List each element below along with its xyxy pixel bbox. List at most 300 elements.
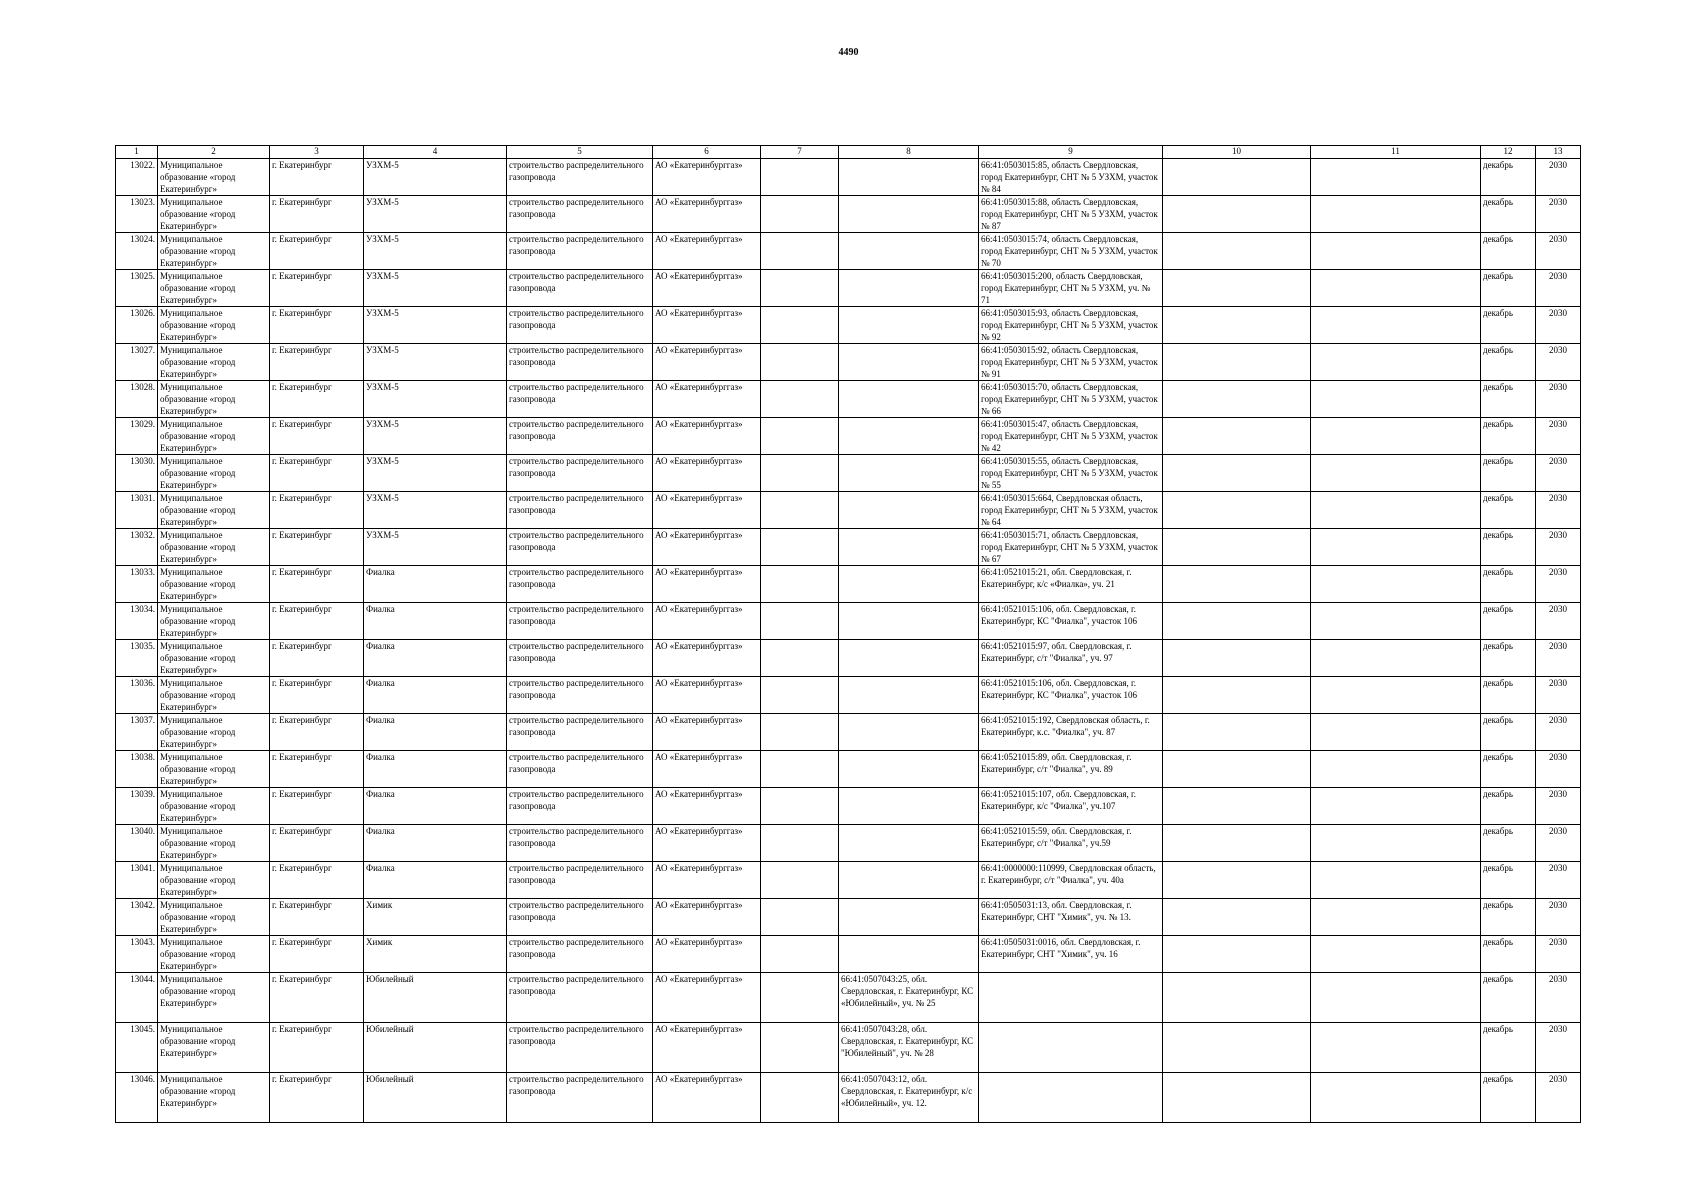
- object-name: УЗХМ-5: [364, 529, 507, 566]
- month: декабрь: [1481, 1073, 1536, 1123]
- cadastral-col-8: [839, 492, 979, 529]
- row-number: 13038.: [116, 751, 158, 788]
- row-number: 13025.: [116, 270, 158, 307]
- col-7: [761, 233, 839, 270]
- organization: АО «Екатеринбурггаз»: [653, 603, 761, 640]
- city: г. Екатеринбург: [270, 492, 364, 529]
- organization: АО «Екатеринбурггаз»: [653, 381, 761, 418]
- city: г. Екатеринбург: [270, 677, 364, 714]
- col-7: [761, 196, 839, 233]
- table-row: [116, 196, 1581, 233]
- month: декабрь: [1481, 344, 1536, 381]
- work-type: строительство распределительного газопровода: [507, 899, 653, 936]
- municipality: Муниципальное образование «город Екатеринбург»: [158, 936, 270, 973]
- organization: АО «Екатеринбурггаз»: [653, 233, 761, 270]
- cadastral-col-9: 66:41:0503015:74, область Свердловская, город Екатеринбург, СНТ № 5 УЗХМ, участок № 70: [979, 233, 1163, 270]
- municipality: Муниципальное образование «город Екатеринбург»: [158, 418, 270, 455]
- row-number: 13024.: [116, 233, 158, 270]
- municipality: Муниципальное образование «город Екатеринбург»: [158, 973, 270, 1023]
- cadastral-col-9: 66:41:0503015:47, область Свердловская, город Екатеринбург, СНТ № 5 УЗХМ, участок № 42: [979, 418, 1163, 455]
- municipality: Муниципальное образование «город Екатеринбург»: [158, 381, 270, 418]
- row-number: 13042.: [116, 899, 158, 936]
- col-10: [1163, 899, 1311, 936]
- city: г. Екатеринбург: [270, 455, 364, 492]
- table-row: [116, 344, 1581, 381]
- row-number: 13029.: [116, 418, 158, 455]
- organization: АО «Екатеринбурггаз»: [653, 862, 761, 899]
- col-10: [1163, 936, 1311, 973]
- year: 2030: [1536, 381, 1581, 418]
- cadastral-col-8: 66:41:0507043:12, обл. Свердловская, г. Екатеринбург, к/с «Юбилейный», уч. 12.: [839, 1073, 979, 1123]
- work-type: строительство распределительного газопровода: [507, 936, 653, 973]
- month: декабрь: [1481, 196, 1536, 233]
- col-10: [1163, 233, 1311, 270]
- col-10: [1163, 603, 1311, 640]
- row-number: 13030.: [116, 455, 158, 492]
- column-header: 13: [1536, 146, 1581, 159]
- year: 2030: [1536, 307, 1581, 344]
- month: декабрь: [1481, 270, 1536, 307]
- organization: АО «Екатеринбурггаз»: [653, 159, 761, 196]
- col-7: [761, 529, 839, 566]
- col-7: [761, 640, 839, 677]
- month: декабрь: [1481, 307, 1536, 344]
- object-name: Фиалка: [364, 603, 507, 640]
- cadastral-col-8: [839, 455, 979, 492]
- object-name: Юбилейный: [364, 1073, 507, 1123]
- month: декабрь: [1481, 566, 1536, 603]
- cadastral-col-9: [979, 973, 1163, 1023]
- city: г. Екатеринбург: [270, 159, 364, 196]
- row-number: 13045.: [116, 1023, 158, 1073]
- object-name: УЗХМ-5: [364, 196, 507, 233]
- column-header: 2: [158, 146, 270, 159]
- object-name: Юбилейный: [364, 973, 507, 1023]
- object-name: Юбилейный: [364, 1023, 507, 1073]
- col-7: [761, 788, 839, 825]
- year: 2030: [1536, 418, 1581, 455]
- city: г. Екатеринбург: [270, 233, 364, 270]
- cadastral-col-9: 66:41:0503015:70, область Свердловская, город Екатеринбург, СНТ № 5 УЗХМ, участок № 66: [979, 381, 1163, 418]
- organization: АО «Екатеринбурггаз»: [653, 714, 761, 751]
- cadastral-col-8: [839, 936, 979, 973]
- row-number: 13043.: [116, 936, 158, 973]
- table-row: [116, 899, 1581, 936]
- col-11: [1311, 159, 1481, 196]
- table-row: [116, 751, 1581, 788]
- cadastral-col-8: [839, 344, 979, 381]
- municipality: Муниципальное образование «город Екатеринбург»: [158, 788, 270, 825]
- col-11: [1311, 381, 1481, 418]
- month: декабрь: [1481, 751, 1536, 788]
- row-number: 13027.: [116, 344, 158, 381]
- work-type: строительство распределительного газопровода: [507, 714, 653, 751]
- object-name: Химик: [364, 936, 507, 973]
- municipality: Муниципальное образование «город Екатеринбург»: [158, 270, 270, 307]
- column-header: 9: [979, 146, 1163, 159]
- city: г. Екатеринбург: [270, 973, 364, 1023]
- object-name: Фиалка: [364, 714, 507, 751]
- row-number: 13034.: [116, 603, 158, 640]
- row-number: 13028.: [116, 381, 158, 418]
- municipality: Муниципальное образование «город Екатеринбург»: [158, 455, 270, 492]
- work-type: строительство распределительного газопровода: [507, 344, 653, 381]
- year: 2030: [1536, 714, 1581, 751]
- col-10: [1163, 307, 1311, 344]
- month: декабрь: [1481, 640, 1536, 677]
- cadastral-col-8: [839, 714, 979, 751]
- col-7: [761, 973, 839, 1023]
- month: декабрь: [1481, 455, 1536, 492]
- col-11: [1311, 529, 1481, 566]
- organization: АО «Екатеринбурггаз»: [653, 936, 761, 973]
- city: г. Екатеринбург: [270, 825, 364, 862]
- work-type: строительство распределительного газопровода: [507, 640, 653, 677]
- object-name: УЗХМ-5: [364, 381, 507, 418]
- work-type: строительство распределительного газопровода: [507, 566, 653, 603]
- month: декабрь: [1481, 159, 1536, 196]
- table-row: [116, 270, 1581, 307]
- work-type: строительство распределительного газопровода: [507, 973, 653, 1023]
- col-10: [1163, 640, 1311, 677]
- year: 2030: [1536, 159, 1581, 196]
- municipality: Муниципальное образование «город Екатеринбург»: [158, 196, 270, 233]
- city: г. Екатеринбург: [270, 862, 364, 899]
- object-name: Фиалка: [364, 566, 507, 603]
- cadastral-col-9: 66:41:0000000:110999, Свердловская область, г. Екатеринбург, с/т "Фиалка", уч. 40а: [979, 862, 1163, 899]
- month: декабрь: [1481, 788, 1536, 825]
- cadastral-col-9: 66:41:0503015:93, область Свердловская, город Екатеринбург, СНТ № 5 УЗХМ, участок № 92: [979, 307, 1163, 344]
- object-name: УЗХМ-5: [364, 455, 507, 492]
- col-11: [1311, 751, 1481, 788]
- column-header: 11: [1311, 146, 1481, 159]
- year: 2030: [1536, 936, 1581, 973]
- cadastral-col-9: 66:41:0521015:21, обл. Свердловская, г. Екатеринбург, к/с «Фиалка», уч. 21: [979, 566, 1163, 603]
- cadastral-col-8: [839, 825, 979, 862]
- col-7: [761, 1073, 839, 1123]
- work-type: строительство распределительного газопровода: [507, 603, 653, 640]
- col-7: [761, 714, 839, 751]
- month: декабрь: [1481, 233, 1536, 270]
- year: 2030: [1536, 196, 1581, 233]
- table-row: [116, 233, 1581, 270]
- col-7: [761, 862, 839, 899]
- col-11: [1311, 640, 1481, 677]
- object-name: УЗХМ-5: [364, 492, 507, 529]
- row-number: 13033.: [116, 566, 158, 603]
- organization: АО «Екатеринбурггаз»: [653, 270, 761, 307]
- city: г. Екатеринбург: [270, 640, 364, 677]
- work-type: строительство распределительного газопровода: [507, 270, 653, 307]
- row-number: 13035.: [116, 640, 158, 677]
- col-11: [1311, 344, 1481, 381]
- col-7: [761, 344, 839, 381]
- col-7: [761, 566, 839, 603]
- col-11: [1311, 973, 1481, 1023]
- cadastral-col-9: 66:41:0521015:107, обл. Свердловская, г. Екатеринбург, к/с "Фиалка", уч.107: [979, 788, 1163, 825]
- col-10: [1163, 788, 1311, 825]
- col-11: [1311, 788, 1481, 825]
- year: 2030: [1536, 788, 1581, 825]
- cadastral-col-9: 66:41:0521015:59, обл. Свердловская, г. Екатеринбург, с/т "Фиалка", уч.59: [979, 825, 1163, 862]
- column-header: 10: [1163, 146, 1311, 159]
- col-10: [1163, 455, 1311, 492]
- table-row: [116, 418, 1581, 455]
- organization: АО «Екатеринбурггаз»: [653, 751, 761, 788]
- municipality: Муниципальное образование «город Екатеринбург»: [158, 307, 270, 344]
- object-name: Химик: [364, 899, 507, 936]
- col-11: [1311, 603, 1481, 640]
- table-row: [116, 825, 1581, 862]
- municipality: Муниципальное образование «город Екатеринбург»: [158, 603, 270, 640]
- object-name: Фиалка: [364, 640, 507, 677]
- organization: АО «Екатеринбурггаз»: [653, 825, 761, 862]
- work-type: строительство распределительного газопровода: [507, 788, 653, 825]
- cadastral-col-8: [839, 270, 979, 307]
- object-name: УЗХМ-5: [364, 159, 507, 196]
- col-10: [1163, 418, 1311, 455]
- column-header: 1: [116, 146, 158, 159]
- object-name: УЗХМ-5: [364, 307, 507, 344]
- city: г. Екатеринбург: [270, 714, 364, 751]
- table-body: [116, 159, 1581, 1123]
- year: 2030: [1536, 1023, 1581, 1073]
- month: декабрь: [1481, 381, 1536, 418]
- cadastral-col-9: 66:41:0521015:106, обл. Свердловская, г. Екатеринбург, КС "Фиалка", участок 106: [979, 677, 1163, 714]
- cadastral-col-8: [839, 159, 979, 196]
- col-10: [1163, 529, 1311, 566]
- cadastral-col-9: 66:41:0503015:71, область Свердловская, город Екатеринбург, СНТ № 5 УЗХМ, участок № 67: [979, 529, 1163, 566]
- work-type: строительство распределительного газопровода: [507, 455, 653, 492]
- cadastral-col-9: 66:41:0505031:13, обл. Свердловская, г. Екатеринбург, СНТ "Химик", уч. № 13.: [979, 899, 1163, 936]
- year: 2030: [1536, 862, 1581, 899]
- municipality: Муниципальное образование «город Екатеринбург»: [158, 751, 270, 788]
- col-11: [1311, 418, 1481, 455]
- cadastral-col-9: 66:41:0503015:55, область Свердловская, город Екатеринбург, СНТ № 5 УЗХМ, участок № 55: [979, 455, 1163, 492]
- municipality: Муниципальное образование «город Екатеринбург»: [158, 233, 270, 270]
- city: г. Екатеринбург: [270, 270, 364, 307]
- table-row: [116, 677, 1581, 714]
- cadastral-col-8: 66:41:0507043:25, обл. Свердловская, г. Екатеринбург, КС «Юбилейный», уч. № 25: [839, 973, 979, 1023]
- organization: АО «Екатеринбурггаз»: [653, 529, 761, 566]
- col-10: [1163, 270, 1311, 307]
- city: г. Екатеринбург: [270, 196, 364, 233]
- year: 2030: [1536, 751, 1581, 788]
- year: 2030: [1536, 825, 1581, 862]
- col-11: [1311, 936, 1481, 973]
- city: г. Екатеринбург: [270, 788, 364, 825]
- year: 2030: [1536, 270, 1581, 307]
- col-7: [761, 270, 839, 307]
- col-10: [1163, 492, 1311, 529]
- cadastral-col-9: 66:41:0505031:0016, обл. Свердловская, г. Екатеринбург, СНТ "Химик", уч. 16: [979, 936, 1163, 973]
- work-type: строительство распределительного газопровода: [507, 381, 653, 418]
- work-type: строительство распределительного газопровода: [507, 233, 653, 270]
- object-name: Фиалка: [364, 788, 507, 825]
- month: декабрь: [1481, 529, 1536, 566]
- work-type: строительство распределительного газопровода: [507, 677, 653, 714]
- cadastral-col-9: 66:41:0503015:664, Свердловская область, город Екатеринбург, СНТ № 5 УЗХМ, участок № 64: [979, 492, 1163, 529]
- year: 2030: [1536, 566, 1581, 603]
- work-type: строительство распределительного газопровода: [507, 1023, 653, 1073]
- col-7: [761, 455, 839, 492]
- organization: АО «Екатеринбурггаз»: [653, 307, 761, 344]
- municipality: Муниципальное образование «город Екатеринбург»: [158, 566, 270, 603]
- organization: АО «Екатеринбурггаз»: [653, 640, 761, 677]
- row-number: 13040.: [116, 825, 158, 862]
- organization: АО «Екатеринбурггаз»: [653, 973, 761, 1023]
- row-number: 13036.: [116, 677, 158, 714]
- col-7: [761, 603, 839, 640]
- col-7: [761, 677, 839, 714]
- cadastral-col-9: 66:41:0521015:106, обл. Свердловская, г. Екатеринбург, КС "Фиалка", участок 106: [979, 603, 1163, 640]
- cadastral-col-8: [839, 307, 979, 344]
- cadastral-col-8: [839, 196, 979, 233]
- city: г. Екатеринбург: [270, 344, 364, 381]
- col-10: [1163, 566, 1311, 603]
- work-type: строительство распределительного газопровода: [507, 825, 653, 862]
- table-row: [116, 603, 1581, 640]
- cadastral-col-8: 66:41:0507043:28, обл. Свердловская, г. Екатеринбург, КС "Юбилейный", уч. № 28: [839, 1023, 979, 1073]
- col-10: [1163, 344, 1311, 381]
- municipality: Муниципальное образование «город Екатеринбург»: [158, 159, 270, 196]
- table-row: [116, 973, 1581, 1023]
- col-10: [1163, 1073, 1311, 1123]
- year: 2030: [1536, 344, 1581, 381]
- row-number: 13032.: [116, 529, 158, 566]
- month: декабрь: [1481, 418, 1536, 455]
- col-7: [761, 159, 839, 196]
- municipality: Муниципальное образование «город Екатеринбург»: [158, 1023, 270, 1073]
- year: 2030: [1536, 640, 1581, 677]
- col-7: [761, 751, 839, 788]
- column-header: 3: [270, 146, 364, 159]
- municipality: Муниципальное образование «город Екатеринбург»: [158, 677, 270, 714]
- cadastral-col-9: 66:41:0521015:97, обл. Свердловская, г. Екатеринбург, с/т "Фиалка", уч. 97: [979, 640, 1163, 677]
- row-number: 13044.: [116, 973, 158, 1023]
- column-header-row: [116, 146, 1581, 159]
- cadastral-col-9: [979, 1073, 1163, 1123]
- city: г. Екатеринбург: [270, 381, 364, 418]
- organization: АО «Екатеринбурггаз»: [653, 677, 761, 714]
- table-row: [116, 492, 1581, 529]
- organization: АО «Екатеринбурггаз»: [653, 788, 761, 825]
- cadastral-col-9: 66:41:0503015:200, область Свердловская, город Екатеринбург, СНТ № 5 УЗХМ, уч. № 71: [979, 270, 1163, 307]
- organization: АО «Екатеринбурггаз»: [653, 196, 761, 233]
- municipality: Муниципальное образование «город Екатеринбург»: [158, 825, 270, 862]
- work-type: строительство распределительного газопровода: [507, 1073, 653, 1123]
- table-row: [116, 714, 1581, 751]
- year: 2030: [1536, 455, 1581, 492]
- object-name: Фиалка: [364, 862, 507, 899]
- cadastral-col-9: 66:41:0503015:92, область Свердловская, город Екатеринбург, СНТ № 5 УЗХМ, участок № 91: [979, 344, 1163, 381]
- year: 2030: [1536, 899, 1581, 936]
- organization: АО «Екатеринбурггаз»: [653, 1023, 761, 1073]
- table-row: [116, 529, 1581, 566]
- col-10: [1163, 751, 1311, 788]
- col-10: [1163, 1023, 1311, 1073]
- row-number: 13026.: [116, 307, 158, 344]
- organization: АО «Екатеринбурггаз»: [653, 1073, 761, 1123]
- object-name: УЗХМ-5: [364, 233, 507, 270]
- table-row: [116, 862, 1581, 899]
- col-11: [1311, 270, 1481, 307]
- cadastral-col-8: [839, 788, 979, 825]
- organization: АО «Екатеринбурггаз»: [653, 344, 761, 381]
- month: декабрь: [1481, 899, 1536, 936]
- col-11: [1311, 455, 1481, 492]
- cadastral-col-8: [839, 640, 979, 677]
- municipality: Муниципальное образование «город Екатеринбург»: [158, 492, 270, 529]
- col-11: [1311, 862, 1481, 899]
- cadastral-col-8: [839, 566, 979, 603]
- month: декабрь: [1481, 936, 1536, 973]
- col-10: [1163, 196, 1311, 233]
- city: г. Екатеринбург: [270, 603, 364, 640]
- city: г. Екатеринбург: [270, 751, 364, 788]
- table-row: [116, 936, 1581, 973]
- organization: АО «Екатеринбурггаз»: [653, 492, 761, 529]
- month: декабрь: [1481, 1023, 1536, 1073]
- object-name: Фиалка: [364, 751, 507, 788]
- organization: АО «Екатеринбурггаз»: [653, 899, 761, 936]
- year: 2030: [1536, 492, 1581, 529]
- table-row: [116, 455, 1581, 492]
- cadastral-col-9: 66:41:0521015:192, Свердловская область, г. Екатеринбург, к.с. "Фиалка", уч. 87: [979, 714, 1163, 751]
- organization: АО «Екатеринбурггаз»: [653, 566, 761, 603]
- col-11: [1311, 899, 1481, 936]
- row-number: 13037.: [116, 714, 158, 751]
- table-row: [116, 307, 1581, 344]
- col-11: [1311, 196, 1481, 233]
- table-row: [116, 640, 1581, 677]
- work-type: строительство распределительного газопровода: [507, 751, 653, 788]
- col-11: [1311, 307, 1481, 344]
- col-7: [761, 492, 839, 529]
- year: 2030: [1536, 529, 1581, 566]
- col-7: [761, 1023, 839, 1073]
- col-7: [761, 307, 839, 344]
- cadastral-col-9: 66:41:0503015:85, область Свердловская, город Екатеринбург, СНТ № 5 УЗХМ, участок № 84: [979, 159, 1163, 196]
- column-header: 12: [1481, 146, 1536, 159]
- row-number: 13039.: [116, 788, 158, 825]
- column-header: 7: [761, 146, 839, 159]
- register-table: [115, 145, 1581, 1123]
- object-name: УЗХМ-5: [364, 344, 507, 381]
- cadastral-col-8: [839, 381, 979, 418]
- col-11: [1311, 1023, 1481, 1073]
- cadastral-col-8: [839, 529, 979, 566]
- col-11: [1311, 1073, 1481, 1123]
- col-7: [761, 899, 839, 936]
- work-type: строительство распределительного газопровода: [507, 492, 653, 529]
- month: декабрь: [1481, 862, 1536, 899]
- month: декабрь: [1481, 492, 1536, 529]
- month: декабрь: [1481, 714, 1536, 751]
- col-10: [1163, 973, 1311, 1023]
- organization: АО «Екатеринбурггаз»: [653, 418, 761, 455]
- work-type: строительство распределительного газопровода: [507, 529, 653, 566]
- column-header: 6: [653, 146, 761, 159]
- table-row: [116, 1023, 1581, 1073]
- cadastral-col-8: [839, 751, 979, 788]
- municipality: Муниципальное образование «город Екатеринбург»: [158, 714, 270, 751]
- work-type: строительство распределительного газопровода: [507, 307, 653, 344]
- year: 2030: [1536, 973, 1581, 1023]
- cadastral-col-8: [839, 418, 979, 455]
- municipality: Муниципальное образование «город Екатеринбург»: [158, 529, 270, 566]
- municipality: Муниципальное образование «город Екатеринбург»: [158, 862, 270, 899]
